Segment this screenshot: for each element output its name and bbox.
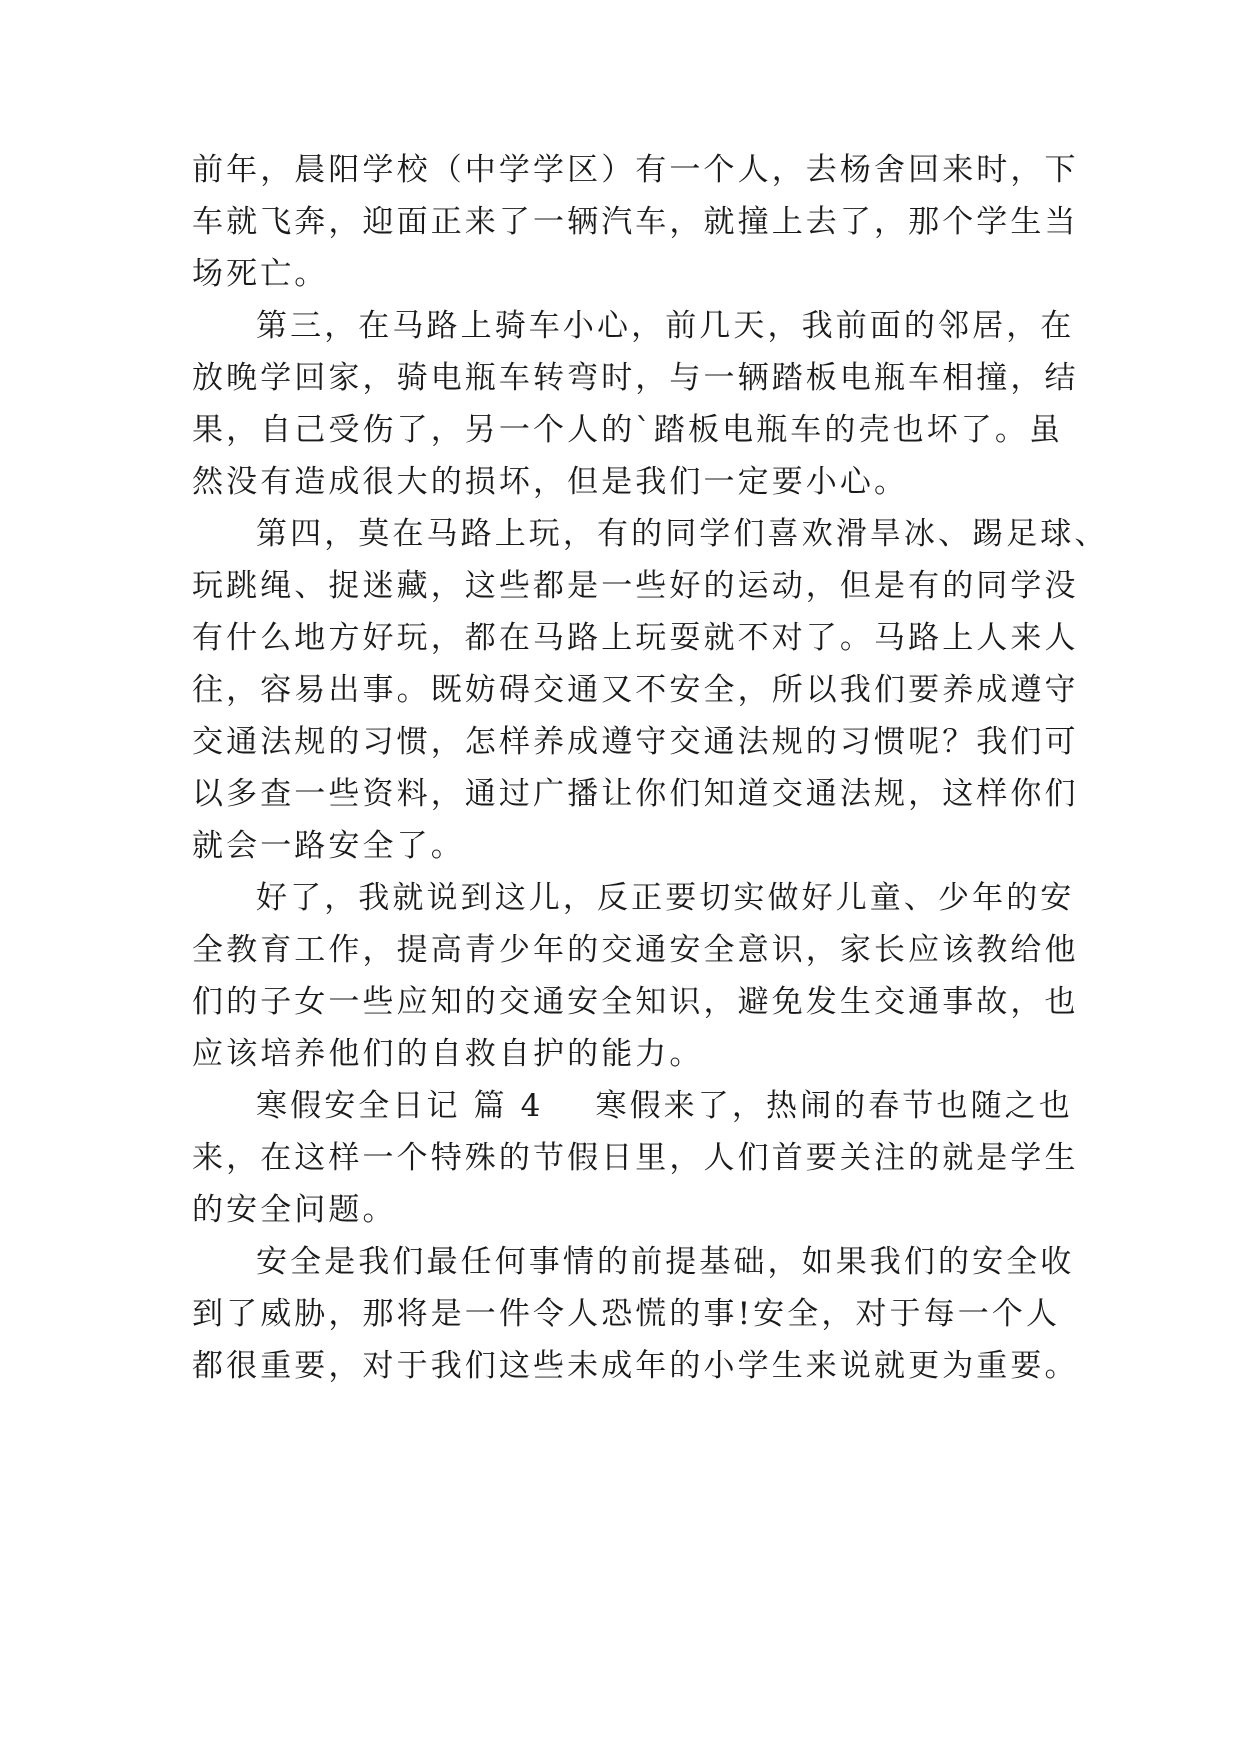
paragraph-start-line: 安全是我们最任何事情的前提基础，如果我们的安全收 xyxy=(256,1244,1075,1280)
section-title: 寒假安全日记 xyxy=(256,1088,461,1124)
section-number: 篇 4 xyxy=(473,1088,544,1124)
body-text: 寒假来了，热闹的春节也随之也 xyxy=(595,1088,1073,1124)
paragraph-start-line: 第三，在马路上骑车小心，前几天，我前面的邻居，在 xyxy=(256,308,1075,344)
paragraph-start-line: 第四，莫在马路上玩，有的同学们喜欢滑旱冰、踢足球、 xyxy=(256,516,1109,552)
section-heading-line xyxy=(256,1086,1073,1126)
body-line: 前年，晨阳学校（中学学区）有一个人，去杨舍回来时，下 xyxy=(192,152,1079,188)
body-line: 放晚学回家，骑电瓶车转弯时，与一辆踏板电瓶车相撞，结 xyxy=(192,360,1079,396)
body-line: 到了威胁，那将是一件令人恐慌的事!安全，对于每一个人 xyxy=(192,1296,1061,1332)
paragraph-start-line: 好了，我就说到这儿，反正要切实做好儿童、少年的安 xyxy=(256,880,1075,916)
body-line: 以多查一些资料，通过广播让你们知道交通法规，这样你们 xyxy=(192,776,1079,812)
body-line: 们的子女一些应知的交通安全知识，避免发生交通事故，也 xyxy=(192,984,1079,1020)
body-line: 果，自己受伤了，另一个人的`踏板电瓶车的壳也坏了。虽 xyxy=(192,412,1064,448)
body-line: 来，在这样一个特殊的节假日里，人们首要关注的就是学生 xyxy=(192,1140,1079,1176)
body-line: 全教育工作，提高青少年的交通安全意识，家长应该教给他 xyxy=(192,932,1079,968)
body-line: 交通法规的习惯，怎样养成遵守交通法规的习惯呢？我们可 xyxy=(192,724,1079,760)
body-line: 场死亡。 xyxy=(192,256,329,292)
body-line: 应该培养他们的自救自护的能力。 xyxy=(192,1036,704,1072)
body-line: 车就飞奔，迎面正来了一辆汽车，就撞上去了，那个学生当 xyxy=(192,204,1079,240)
body-line: 就会一路安全了。 xyxy=(192,828,465,864)
body-line: 的安全问题。 xyxy=(192,1192,397,1228)
body-line: 有什么地方好玩，都在马路上玩耍就不对了。马路上人来人 xyxy=(192,620,1079,656)
body-line: 玩跳绳、捉迷藏，这些都是一些好的运动，但是有的同学没 xyxy=(192,568,1079,604)
body-line: 然没有造成很大的损坏，但是我们一定要小心。 xyxy=(192,464,909,500)
body-line: 都很重要，对于我们这些未成年的小学生来说就更为重要。 xyxy=(192,1348,1079,1384)
body-line: 往，容易出事。既妨碍交通又不安全，所以我们要养成遵守 xyxy=(192,672,1079,708)
